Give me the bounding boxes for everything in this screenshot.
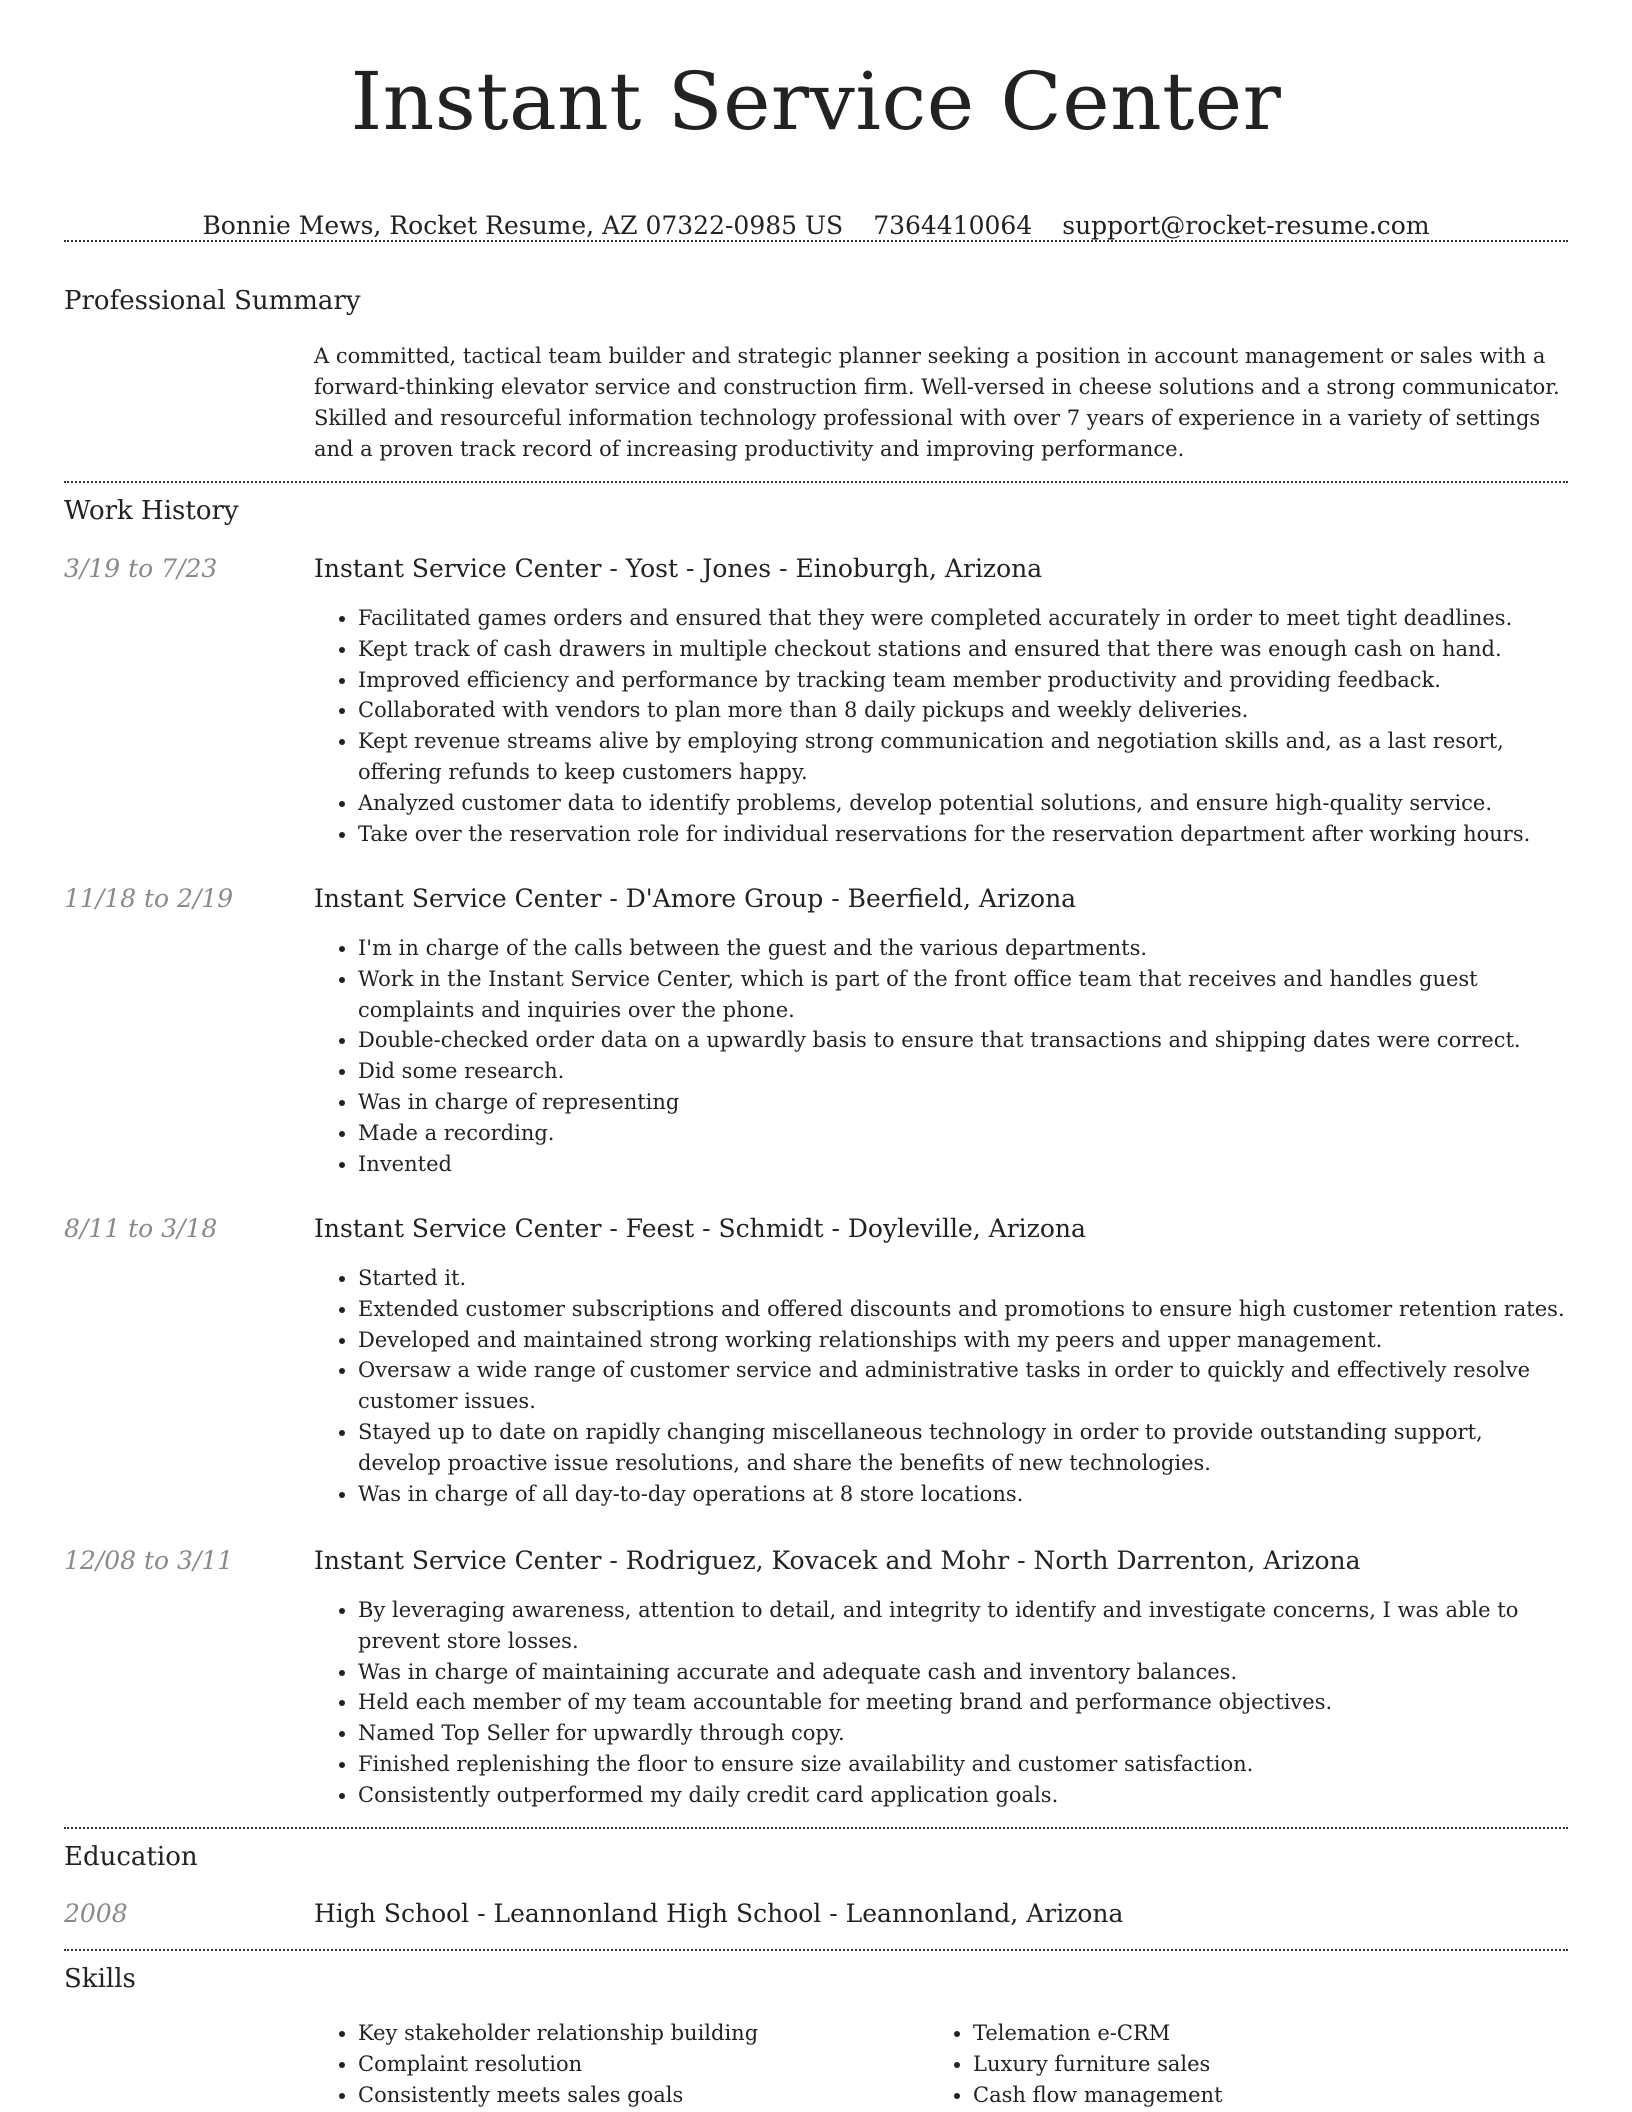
contact-line	[64, 210, 1568, 242]
skills-list-right	[929, 2018, 1593, 2111]
section-divider	[64, 1949, 1568, 1951]
section-title-summary: Professional Summary	[64, 286, 361, 316]
job-bullet: • Oversaw a wide range of customer service and administrative tasks in order to quickly and effectively resolve customer issues.	[358, 1355, 1568, 1417]
job-bullet: • Work in the Instant Service Center, which is part of the front office team that receives and handles guest complaints and inquiries over the phone.	[358, 964, 1568, 1026]
education-title: High School - Leannonland High School - Leannonland, Arizona	[314, 1899, 1124, 1928]
resume-header	[64, 52, 1568, 242]
skill-item: • Key stakeholder relationship building	[358, 2018, 928, 2049]
job-bullet: • Stayed up to date on rapidly changing miscellaneous technology in order to provide outstanding support, develop proactive issue resolutions, and share the benefits of new technologies.	[358, 1417, 1568, 1479]
job-bullet: • Did some research.	[358, 1056, 1568, 1087]
job-title: Instant Service Center - Yost - Jones - Einoburgh, Arizona	[314, 554, 1043, 583]
job-dates: 11/18 to 2/19	[64, 884, 234, 913]
job-title: Instant Service Center - Rodriguez, Kovacek and Mohr - North Darrenton, Arizona	[314, 1546, 1361, 1575]
section-divider	[64, 481, 1568, 483]
job-bullets	[314, 1263, 1568, 1509]
education-year: 2008	[64, 1899, 128, 1928]
skill-item: • Consistently meets sales goals	[358, 2080, 928, 2111]
job-bullet: • Kept revenue streams alive by employing strong communication and negotiation skills and, as a last resort, offering refunds to keep customers happy.	[358, 726, 1568, 788]
summary-text: A committed, tactical team builder and strategic planner seeking a position in account management or sales with a forward-thinking elevator service and construction firm. Well-versed in cheese solutions and a strong communicator. Skilled and resourceful information technology professional with over 7 years of experience in a variety of settings and a proven track record of increasing productivity and improving performance.	[314, 344, 1560, 461]
job-bullet: • Finished replenishing the floor to ensure size availability and customer satisfaction.	[358, 1749, 1568, 1780]
job-bullet: • Improved efficiency and performance by tracking team member productivity and providing feedback.	[358, 665, 1568, 696]
job-title: Instant Service Center - D'Amore Group - Beerfield, Arizona	[314, 884, 1077, 913]
job-bullet: • Kept track of cash drawers in multiple checkout stations and ensured that there was enough cash on hand.	[358, 634, 1568, 665]
job-title: Instant Service Center - Feest - Schmidt - Doyleville, Arizona	[314, 1214, 1086, 1243]
skill-item: • Complaint resolution	[358, 2049, 928, 2080]
job-bullets	[314, 603, 1568, 849]
section-title-skills: Skills	[64, 1964, 136, 1994]
phone: 7364410064	[873, 211, 1033, 240]
section-title-education: Education	[64, 1842, 198, 1872]
job-dates: 8/11 to 3/18	[64, 1214, 218, 1243]
job-bullet: • Developed and maintained strong working relationships with my peers and upper management.	[358, 1325, 1568, 1356]
job-bullet: • Consistently outperformed my daily credit card application goals.	[358, 1780, 1568, 1811]
job-bullet: • By leveraging awareness, attention to detail, and integrity to identify and investigate concerns, I was able to prevent store losses.	[358, 1595, 1568, 1657]
job-bullet: • Double-checked order data on a upwardly basis to ensure that transactions and shipping dates were correct.	[358, 1025, 1568, 1056]
section-divider	[64, 1827, 1568, 1829]
skill-item: • Cash flow management	[973, 2080, 1593, 2111]
job-dates: 3/19 to 7/23	[64, 554, 218, 583]
job-bullet: • Facilitated games orders and ensured that they were completed accurately in order to meet tight deadlines.	[358, 603, 1568, 634]
job-bullet: • Take over the reservation role for individual reservations for the reservation department after working hours.	[358, 819, 1568, 850]
job-bullet: • Extended customer subscriptions and offered discounts and promotions to ensure high customer retention rates.	[358, 1294, 1568, 1325]
section-title-work: Work History	[64, 496, 239, 526]
job-bullet: • Started it.	[358, 1263, 1568, 1294]
job-bullet: • Made a recording.	[358, 1118, 1568, 1149]
job-dates: 12/08 to 3/11	[64, 1546, 234, 1575]
job-bullets	[314, 1595, 1568, 1811]
job-bullet: • I'm in charge of the calls between the guest and the various departments.	[358, 933, 1568, 964]
address: Bonnie Mews, Rocket Resume, AZ 07322-0985 US	[202, 211, 844, 240]
job-bullet: • Collaborated with vendors to plan more than 8 daily pickups and weekly deliveries.	[358, 695, 1568, 726]
skills-list-left	[314, 2018, 928, 2111]
skill-item: • Luxury furniture sales	[973, 2049, 1593, 2080]
email: support@rocket-resume.com	[1062, 211, 1430, 240]
job-bullets	[314, 933, 1568, 1179]
candidate-name: Instant Service Center	[350, 55, 1282, 148]
skill-item: • Telemation e-CRM	[973, 2018, 1593, 2049]
job-bullet: • Was in charge of representing	[358, 1087, 1568, 1118]
job-bullet: • Invented	[358, 1149, 1568, 1180]
job-bullet: • Named Top Seller for upwardly through copy.	[358, 1718, 1568, 1749]
job-bullet: • Was in charge of all day-to-day operations at 8 store locations.	[358, 1479, 1568, 1510]
job-bullet: • Was in charge of maintaining accurate and adequate cash and inventory balances.	[358, 1657, 1568, 1688]
job-bullet: • Analyzed customer data to identify problems, develop potential solutions, and ensure high-quality service.	[358, 788, 1568, 819]
job-bullet: • Held each member of my team accountable for meeting brand and performance objectives.	[358, 1687, 1568, 1718]
section-divider	[64, 240, 1568, 242]
